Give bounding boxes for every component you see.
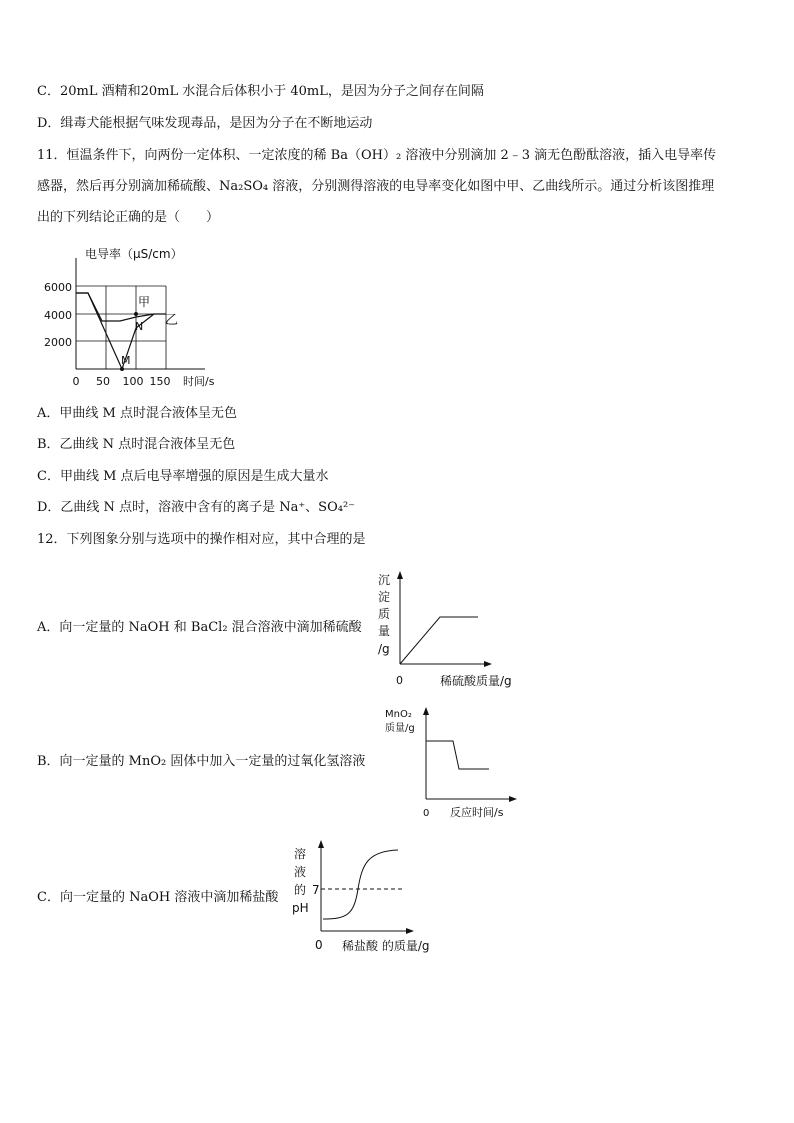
q10-option-d: D．缉毒犬能根据气味发现毒品，是因为分子在不断地运动 bbox=[37, 116, 373, 131]
q12-option-a: A．向一定量的 NaOH 和 BaCl₂ 混合溶液中滴加稀硫酸 bbox=[37, 620, 362, 635]
conductivity-x-label: 时间/s bbox=[183, 375, 215, 388]
ph-y-char-3: 的 bbox=[294, 883, 307, 897]
q11-option-c: C．甲曲线 M 点后电导率增强的原因是生成大量水 bbox=[37, 469, 329, 484]
q11-option-a: A．甲曲线 M 点时混合液体呈无色 bbox=[37, 406, 237, 421]
conductivity-chart bbox=[37, 238, 237, 393]
q11-stem-line-1: 11．恒温条件下，向两份一定体积、一定浓度的稀 Ba（OH）₂ 溶液中分别滴加 2﹣3 滴无色酚酞溶液，插入电导率传 bbox=[37, 148, 717, 163]
x-tick-label: 150 bbox=[149, 375, 171, 388]
ph-x-arrow bbox=[406, 928, 414, 934]
ph-x-label: 稀盐酸 的质量/g bbox=[342, 939, 430, 953]
ph-y-char-1: 溶 bbox=[294, 847, 307, 861]
q12-option-c: C．向一定量的 NaOH 溶液中滴加稀盐酸 bbox=[37, 890, 279, 905]
point-m bbox=[120, 367, 124, 371]
ph-chart bbox=[288, 836, 458, 961]
label-yi: 乙 bbox=[165, 313, 179, 328]
series-yi-line bbox=[76, 293, 166, 321]
q11-stem-line-2: 感器，然后再分别滴加稀硫酸、Na₂SO₄ 溶液，分别测得溶液的电导率变化如图中甲、乙曲线所示。通过分析该图推理 bbox=[37, 179, 715, 194]
x-tick-label: 50 bbox=[96, 375, 110, 388]
mno2-origin: 0 bbox=[423, 808, 430, 819]
x-tick-label: 0 bbox=[72, 375, 80, 388]
ph-origin: 0 bbox=[315, 938, 323, 952]
y-tick-label: 6000 bbox=[44, 281, 72, 294]
precip-curve bbox=[400, 617, 478, 664]
q12-stem: 12．下列图象分别与选项中的操作相对应，其中合理的是 bbox=[37, 532, 366, 547]
mno2-chart bbox=[383, 703, 533, 823]
label-jia: 甲 bbox=[138, 295, 151, 309]
precip-y-char-5: /g bbox=[378, 642, 390, 656]
precip-y-char-2: 淀 bbox=[378, 590, 391, 604]
ph-seven-label: 7 bbox=[312, 883, 320, 897]
precip-y-char-3: 质 bbox=[378, 607, 391, 621]
point-n bbox=[134, 312, 138, 316]
precip-x-label: 稀硫酸质量/g bbox=[440, 674, 512, 688]
ph-y-arrow bbox=[318, 840, 324, 848]
x-tick-label: 100 bbox=[122, 375, 144, 388]
ph-curve bbox=[323, 850, 398, 919]
q11-option-d: D．乙曲线 N 点时，溶液中含有的离子是 Na⁺、SO₄²⁻ bbox=[37, 500, 356, 515]
precip-y-char-4: 量 bbox=[378, 624, 391, 638]
precipitate-chart bbox=[370, 567, 540, 693]
y-tick-label: 2000 bbox=[44, 336, 72, 349]
ph-y-char-2: 液 bbox=[294, 865, 307, 879]
label-m: M bbox=[121, 354, 131, 367]
mno2-x-label: 反应时间/s bbox=[450, 806, 504, 819]
ph-y-char-4: pH bbox=[292, 901, 309, 915]
q11-option-b: B．乙曲线 N 点时混合液体呈无色 bbox=[37, 437, 236, 452]
conductivity-y-label: 电导率（μS/cm） bbox=[85, 247, 183, 261]
mno2-y-label-1: MnO₂ bbox=[385, 709, 412, 720]
mno2-x-arrow bbox=[509, 796, 517, 802]
precip-x-arrow bbox=[484, 661, 492, 667]
label-n: N bbox=[135, 320, 144, 333]
mno2-y-label-2: 质量/g bbox=[385, 723, 415, 734]
q10-option-c: C．20mL 酒精和20mL 水混合后体积小于 40mL，是因为分子之间存在间隔 bbox=[37, 84, 484, 99]
precip-y-char-1: 沉 bbox=[378, 573, 391, 587]
precip-origin: 0 bbox=[396, 674, 403, 687]
q12-option-b: B．向一定量的 MnO₂ 固体中加入一定量的过氧化氢溶液 bbox=[37, 754, 366, 769]
mno2-curve bbox=[426, 741, 489, 769]
y-tick-label: 4000 bbox=[44, 309, 72, 322]
mno2-y-arrow bbox=[423, 707, 429, 715]
precip-y-arrow bbox=[397, 571, 403, 579]
q11-stem-line-3: 出的下列结论正确的是（ ） bbox=[37, 210, 220, 225]
